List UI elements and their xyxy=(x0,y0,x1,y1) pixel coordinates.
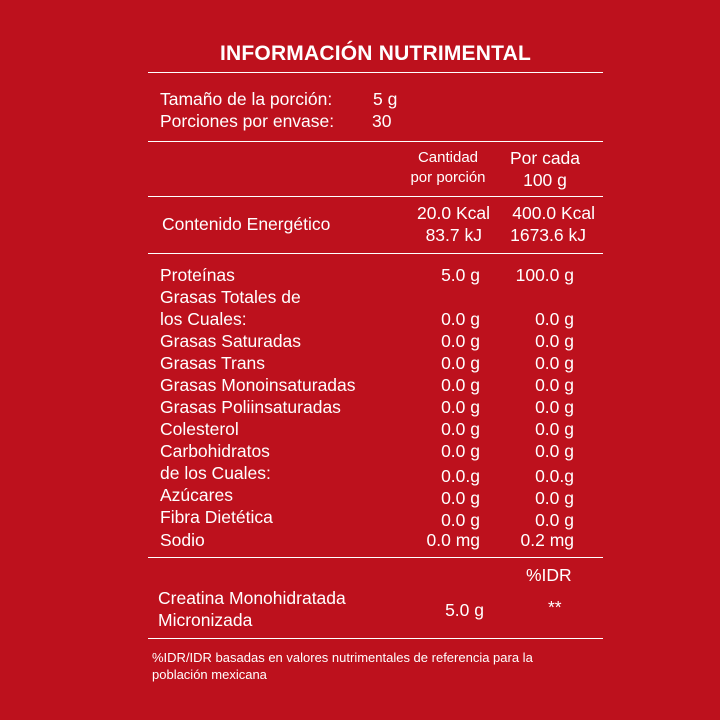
nutrient-serving: 0.0 g xyxy=(441,441,480,461)
nutrient-per100g: 0.0 g xyxy=(535,331,574,351)
divider xyxy=(148,196,603,197)
nutrient-per100g: 0.0 g xyxy=(535,510,574,530)
nutrient-per100g: 0.0.g xyxy=(535,466,574,486)
nutrient-serving: 0.0 mg xyxy=(426,530,480,550)
energy-kj-100g: 1673.6 kJ xyxy=(510,225,586,245)
nutrient-name: Proteínas xyxy=(160,265,235,285)
serving-size-label: Tamaño de la porción: xyxy=(160,89,333,109)
divider xyxy=(148,141,603,142)
nutrition-label xyxy=(148,40,603,690)
divider xyxy=(148,557,603,558)
nutrient-per100g: 0.0 g xyxy=(535,375,574,395)
creatine-idr: ** xyxy=(548,597,562,617)
nutrient-name: Grasas Trans xyxy=(160,353,266,373)
nutrient-per100g: 0.0 g xyxy=(535,441,574,461)
serving-size-value: 5 g xyxy=(373,89,398,109)
per-100g-header-line1: Por cada xyxy=(509,148,581,168)
energy-kj-serving: 83.7 kJ xyxy=(425,225,482,245)
nutrient-serving: 0.0 g xyxy=(441,375,480,395)
divider xyxy=(148,72,603,73)
nutrient-name: Grasas Totales de xyxy=(160,287,301,307)
servings-per-container-value: 30 xyxy=(372,111,392,131)
nutrient-name: de los Cuales: xyxy=(160,463,271,483)
nutrient-per100g: 0.0 g xyxy=(535,309,574,329)
nutrient-serving: 0.0 g xyxy=(441,510,480,530)
nutrient-name: Azúcares xyxy=(160,485,233,505)
creatine-name-line1: Creatina Monohidratada xyxy=(158,588,346,608)
nutrient-serving: 5.0 g xyxy=(441,265,480,285)
label-title: INFORMACIÓN NUTRIMENTAL xyxy=(219,42,531,65)
nutrient-name: Colesterol xyxy=(160,419,239,439)
nutrient-serving: 0.0 g xyxy=(441,331,480,351)
nutrient-name: Carbohidratos xyxy=(160,441,270,461)
nutrient-per100g: 0.0 g xyxy=(535,488,574,508)
nutrient-name: Sodio xyxy=(160,530,205,550)
per-100g-header-line2: 100 g xyxy=(523,170,567,190)
nutrient-per100g: 100.0 g xyxy=(515,265,574,285)
nutrient-serving: 0.0 g xyxy=(441,419,480,439)
energy-label: Contenido Energético xyxy=(162,214,331,234)
nutrient-serving: 0.0 g xyxy=(441,309,480,329)
per-serving-header-line1: Cantidad xyxy=(417,149,479,166)
creatine-name-line2: Micronizada xyxy=(158,610,253,630)
nutrient-per100g: 0.2 mg xyxy=(520,530,574,550)
divider xyxy=(148,638,603,639)
nutrient-per100g: 0.0 g xyxy=(535,397,574,417)
nutrient-name: los Cuales: xyxy=(160,309,247,329)
servings-per-container-label: Porciones por envase: xyxy=(160,111,335,131)
divider xyxy=(148,253,603,254)
energy-kcal-100g: 400.0 Kcal xyxy=(512,203,595,223)
nutrient-serving: 0.0 g xyxy=(441,397,480,417)
idr-header: %IDR xyxy=(526,565,572,585)
nutrient-per100g: 0.0 g xyxy=(535,353,574,373)
footnote-line2: población mexicana xyxy=(152,667,267,682)
nutrient-name: Grasas Poliinsaturadas xyxy=(160,397,341,417)
energy-kcal-serving: 20.0 Kcal xyxy=(417,203,490,223)
footnote-line1: %IDR/IDR basadas en valores nutrimentales de referencia para la xyxy=(152,650,533,665)
nutrient-serving: 0.0 g xyxy=(441,353,480,373)
nutrient-name: Grasas Saturadas xyxy=(160,331,302,351)
nutrient-serving: 0.0.g xyxy=(441,466,480,486)
nutrient-serving: 0.0 g xyxy=(441,488,480,508)
creatine-serving: 5.0 g xyxy=(445,600,484,620)
nutrient-per100g: 0.0 g xyxy=(535,419,574,439)
nutrient-name: Grasas Monoinsaturadas xyxy=(160,375,356,395)
per-serving-header-line2: por porción xyxy=(410,169,486,186)
nutrient-name: Fibra Dietética xyxy=(160,507,273,527)
